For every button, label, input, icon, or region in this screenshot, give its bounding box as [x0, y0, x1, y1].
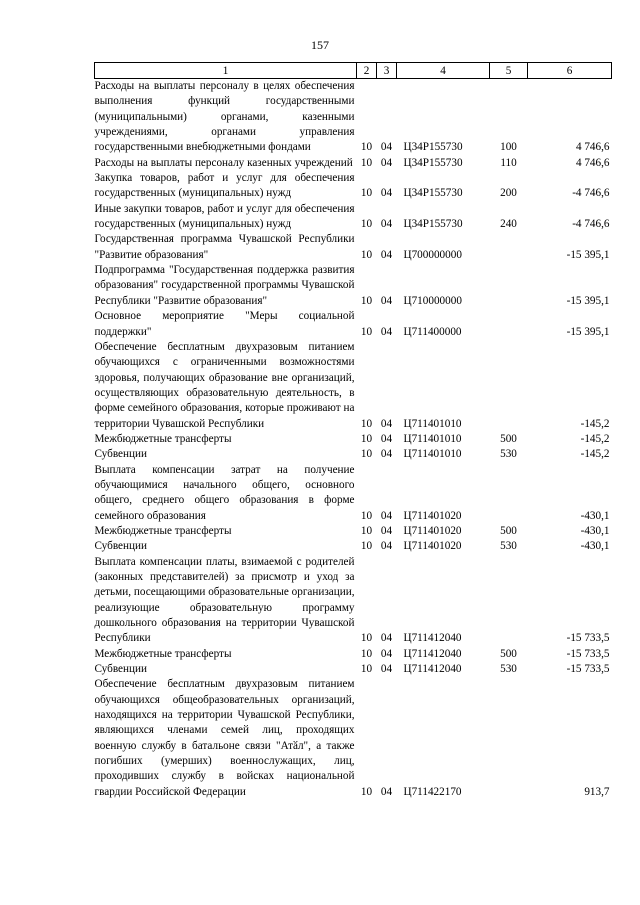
row-expense-type: 100: [500, 141, 517, 154]
row-expense-type: 530: [500, 540, 517, 553]
table-row: [95, 677, 612, 800]
row-subsection: 04: [380, 325, 393, 338]
row-name: Расходы на выплаты персоналу казенных учреждений: [94, 156, 353, 169]
row-target-code: Ц711412040: [403, 632, 462, 645]
row-name: Межбюджетные трансферты: [94, 647, 232, 660]
row-amount: -145,2: [580, 432, 610, 445]
row-amount: -4 746,6: [572, 187, 610, 200]
row-section: 10: [360, 524, 373, 537]
table-row: [95, 309, 612, 340]
row-expense-type: 500: [500, 432, 517, 445]
table-row: [95, 263, 612, 309]
row-name: Иные закупки товаров, работ и услуг для обеспечения государственных (муниципальных) нужд: [94, 202, 355, 231]
row-target-code: Ц700000000: [403, 248, 462, 261]
row-expense-type: 240: [500, 218, 517, 231]
row-amount: -145,2: [580, 448, 610, 461]
row-expense-type: 200: [500, 187, 517, 200]
row-amount: -430,1: [580, 524, 610, 537]
table-row: [95, 539, 612, 554]
row-amount: -15 395,1: [566, 294, 610, 307]
row-expense-type: [490, 309, 528, 340]
page-number: 157: [311, 38, 329, 52]
table-row: [95, 79, 612, 156]
row-target-code: Ц711400000: [403, 325, 462, 338]
row-target-code: Ц34Р155730: [403, 187, 463, 200]
row-amount: -145,2: [580, 417, 610, 430]
row-subsection: 04: [380, 248, 393, 261]
row-subsection: 04: [380, 647, 393, 660]
row-section: 10: [360, 647, 373, 660]
row-amount: 913,7: [584, 785, 610, 798]
row-name: Государственная программа Чувашской Республики "Развитие образования": [94, 233, 355, 261]
row-amount: -15 733,5: [566, 647, 610, 660]
row-amount: -430,1: [580, 509, 610, 522]
row-target-code: Ц711401020: [403, 540, 462, 553]
row-target-code: Ц34Р155730: [403, 141, 463, 154]
row-section: 10: [360, 632, 373, 645]
row-expense-type: [490, 463, 528, 524]
row-target-code: Ц34Р155730: [403, 218, 463, 231]
row-expense-type: 530: [500, 448, 517, 461]
budget-table: [94, 62, 612, 800]
row-subsection: 04: [380, 448, 393, 461]
row-section: 10: [360, 448, 373, 461]
row-subsection: 04: [380, 187, 393, 200]
row-section: 10: [360, 417, 373, 430]
row-target-code: Ц711401010: [403, 448, 462, 461]
row-subsection: 04: [380, 632, 393, 645]
row-name: Межбюджетные трансферты: [94, 432, 232, 445]
table-row: [95, 232, 612, 263]
table-row: [95, 340, 612, 432]
row-amount: -15 395,1: [566, 325, 610, 338]
row-name: Обеспечение бесплатным двухразовым питанием обучающихся общеобразовательных организаций, находящихся на территории Чувашской Республики, являющихся членами семей лиц, проходящих военную службу в батальоне связи "Атӑл", а также погибших (умерших) военнослужащих, лиц, проходивших службу в войсках национальной гвардии Российской Федерации: [94, 678, 355, 798]
row-subsection: 04: [380, 432, 393, 445]
row-section: 10: [360, 432, 373, 445]
row-subsection: 04: [380, 663, 393, 676]
row-section: 10: [360, 540, 373, 553]
row-name: Субвенции: [94, 448, 147, 461]
row-expense-type: [490, 263, 528, 309]
row-target-code: Ц711401010: [403, 432, 462, 445]
row-target-code: Ц711401020: [403, 524, 462, 537]
table-row: [95, 463, 612, 524]
row-section: 10: [360, 294, 373, 307]
row-name: Подпрограмма "Государственная поддержка развития образования" государственной программы Чувашской Республики "Развитие образования": [94, 264, 355, 307]
row-subsection: 04: [380, 524, 393, 537]
row-subsection: 04: [380, 417, 393, 430]
row-subsection: 04: [380, 540, 393, 553]
table-header: [95, 63, 612, 79]
row-name: Субвенции: [94, 663, 147, 676]
row-amount: -15 733,5: [566, 632, 610, 645]
row-name: Расходы на выплаты персоналу в целях обеспечения выполнения функций государственными (муниципальными) органами, казенными учреждениями, органами управления государственными внебюджетными фондами: [94, 80, 355, 154]
table-row: [95, 555, 612, 647]
row-target-code: Ц711401010: [403, 417, 462, 430]
table-row: [95, 647, 612, 662]
row-name: Выплата компенсации затрат на получение обучающимися начального общего, основного общего, среднего общего образования в форме семейного образования: [94, 463, 355, 522]
row-expense-type: 500: [500, 524, 517, 537]
table-row: [95, 524, 612, 539]
row-target-code: Ц711412040: [403, 647, 462, 660]
row-section: 10: [360, 325, 373, 338]
row-subsection: 04: [380, 218, 393, 231]
row-amount: -15 395,1: [566, 248, 610, 261]
table-row: [95, 662, 612, 677]
header-col-section: 2: [357, 63, 377, 79]
row-target-code: Ц34Р155730: [403, 156, 463, 169]
row-section: 10: [360, 141, 373, 154]
row-expense-type: [490, 677, 528, 800]
table-row: [95, 202, 612, 233]
header-col-target: 4: [397, 63, 490, 79]
row-expense-type: 110: [500, 156, 517, 169]
table-body: [95, 79, 612, 801]
row-expense-type: 530: [500, 663, 517, 676]
row-section: 10: [360, 663, 373, 676]
row-name: Обеспечение бесплатным двухразовым питанием обучающихся с ограниченными возможностями здоровья, получающих образование вне организаций, осуществляющих образовательную деятельность, в форме семейного образования, которые проживают на территории Чувашской Республики: [94, 340, 355, 430]
row-target-code: Ц710000000: [403, 294, 462, 307]
row-amount: -4 746,6: [572, 218, 610, 231]
row-section: 10: [360, 509, 373, 522]
row-section: 10: [360, 156, 373, 169]
row-section: 10: [360, 218, 373, 231]
row-name: Закупка товаров, работ и услуг для обеспечения государственных (муниципальных) нужд: [94, 172, 355, 200]
row-subsection: 04: [380, 509, 393, 522]
row-name: Субвенции: [94, 540, 147, 553]
row-amount: 4 746,6: [575, 156, 610, 169]
row-expense-type: [490, 340, 528, 432]
header-col-expense-type: 5: [490, 63, 528, 79]
table-row: [95, 432, 612, 447]
header-row: [95, 63, 612, 79]
row-expense-type: [490, 555, 528, 647]
header-col-amount: 6: [528, 63, 612, 79]
table-row: [95, 171, 612, 202]
row-target-code: Ц711412040: [403, 663, 462, 676]
row-section: 10: [360, 785, 373, 798]
table-row: [95, 447, 612, 462]
row-subsection: 04: [380, 141, 393, 154]
row-expense-type: 500: [500, 647, 517, 660]
row-name: Выплата компенсации платы, взимаемой с родителей (законных представителей) за присмотр и уход за детьми, посещающими образовательные организации, реализующие образовательную программу дошкольного образования на территории Чувашской Республики: [94, 555, 355, 645]
table-row: [95, 156, 612, 171]
row-amount: 4 746,6: [575, 141, 610, 154]
header-col-name: 1: [95, 63, 357, 79]
row-subsection: 04: [380, 294, 393, 307]
row-target-code: Ц711422170: [403, 785, 462, 798]
row-subsection: 04: [380, 785, 393, 798]
header-col-subsection: 3: [377, 63, 397, 79]
row-amount: -430,1: [580, 540, 610, 553]
row-name: Межбюджетные трансферты: [94, 524, 232, 537]
row-amount: -15 733,5: [566, 663, 610, 676]
row-expense-type: [490, 232, 528, 263]
row-section: 10: [360, 248, 373, 261]
row-target-code: Ц711401020: [403, 509, 462, 522]
row-name: Основное мероприятие "Меры социальной поддержки": [94, 310, 355, 338]
row-subsection: 04: [380, 156, 393, 169]
row-section: 10: [360, 187, 373, 200]
